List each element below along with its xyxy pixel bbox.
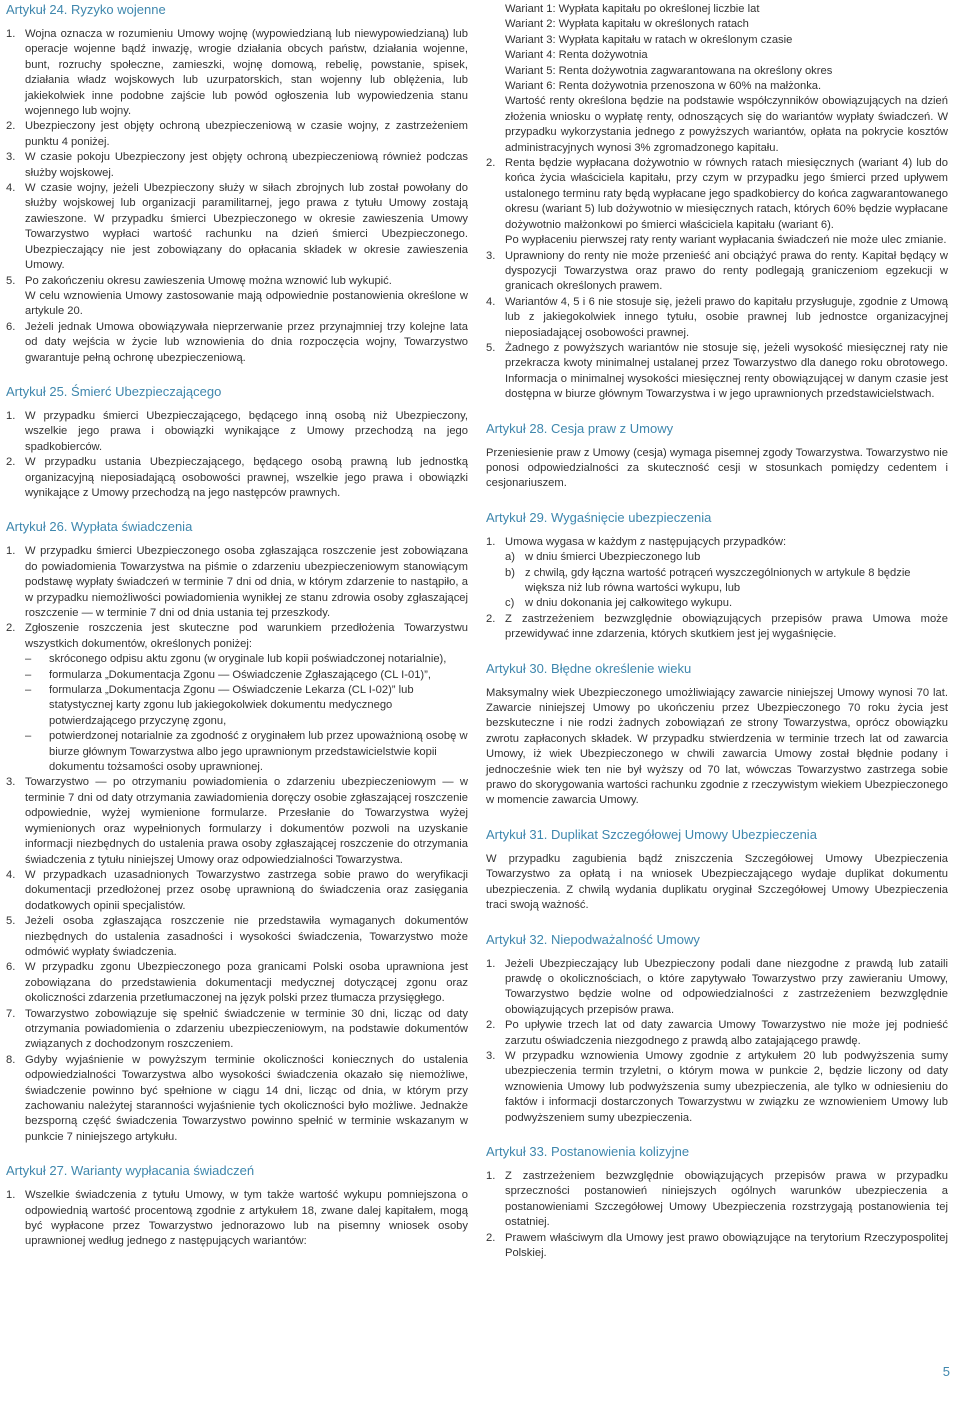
variant-line: Wariant 6: Renta dożywotnia przenoszona w 60% na małżonka. [505, 80, 822, 93]
sub-item [486, 550, 948, 565]
item-text: Towarzystwo — po otrzymaniu powiadomienia o zdarzeniu ubezpieczeniowym — w terminie 7 dni od daty otrzymania zawiadomienia doręczy osobie zgłaszającej roszczenie odpowiednie, wyżej wymienione formularze. Przesłanie do Towarzystwa wyżej wymienionych oraz wypełnionych formularzy i dokumentów pozwoli na uzyskanie informacji niezbędnych do ustalenia prawa osoby zgłaszającej roszczenie do otrzymania świadczenia z tytułu niniejszej Umowy oraz odpowiedzialności Towarzystwa. [25, 776, 468, 866]
sub-text: w dniu śmierci Ubezpieczonego lub [525, 551, 701, 564]
item-text: W przypadku śmierci Ubezpieczającego, będącego inną osobą niż Ubezpieczony, wszelkie jego prawa i obowiązki wynikające z Umowy przechodzą na jego spadkobierców. [25, 409, 468, 453]
article-text: Przeniesienie praw z Umowy (cesja) wymaga pisemnej zgody Towarzystwa. Towarzystwo nie ponosi odpowiedzialności za skuteczność cesji w stosunkach pomiędzy cedentem i cesjonariuszem. [486, 446, 948, 490]
article-28 [486, 421, 948, 492]
sub-item [486, 566, 948, 597]
variant-line: Wariant 2: Wypłata kapitału w określonych ratach [505, 18, 749, 31]
item-text: Towarzystwo zobowiązuje się spełnić świadczenie w terminie 30 dni, licząc od daty otrzymania powiadomienia o zdarzeniu ubezpieczeniowym, na podstawie dokumentów związanych z dochodzonym roszczeniem. [25, 1007, 468, 1051]
item-number: 1. [6, 409, 16, 422]
article-title: Artykuł 31. Duplikat Szczegółowej Umowy Ubezpieczenia [486, 826, 817, 842]
item-number: 4. [6, 868, 16, 881]
item-text: Jeżeli Ubezpieczający lub Ubezpieczony podali dane niezgodne z prawdą lub zataili prawdę o okolicznościach, o które zapytywało Towarzystwo przy zawieraniu Umowy, Towarzystwo będzie wolne od odpowiedzialności z zastrzeżeniem bezwzględnie obowiązujących przepisów prawa. [505, 957, 948, 1016]
article-title: Artykuł 33. Postanowienia kolizyjne [486, 1143, 690, 1159]
article-text: Maksymalny wiek Ubezpieczonego umożliwiający zawarcie niniejszej Umowy wynosi 70 lat. Zawarcie niniejszej Umowy po ukończeniu przez Ubezpieczonego 70 roku życia jest bezskuteczne i nie rodzi żadnych zobowiązań ze strony Towarzystwa, oprócz obowiązku zwrotu zapłaconych składek. W przypadku stwierdzenia w terminie trzech lat od zawarcia Umowy, iż wiek Ubezpieczonego w chwili zawarcia Umowy został błędnie podany i jednocześnie wiek ten nie był wyższy od 70 lat, wówczas Towarzystwo zastrzega sobie prawo do skorygowania wartości rachunku zgodnie z rzeczywistym wiekiem Ubezpieczonego w momencie zawarcia Umowy. [486, 686, 948, 807]
list-item [6, 409, 468, 455]
list-item [6, 960, 468, 1006]
list-item [6, 868, 468, 914]
variant-line: Wariant 5: Renta dożywotnia zagwarantowana na określony okres [505, 64, 833, 77]
right-column [486, 2, 948, 1279]
list-item [486, 612, 948, 643]
variant-line: Wariant 3: Wypłata kapitału w ratach w określonym czasie [505, 33, 793, 46]
sub-item [486, 596, 948, 611]
list-item [486, 957, 948, 1019]
article-title: Artykuł 32. Niepodważalność Umowy [486, 931, 700, 947]
list-item [486, 1018, 948, 1049]
item-number: 3. [6, 151, 16, 164]
item-text: Wszelkie świadczenia z tytułu Umowy, w tym także wartość wykupu pomniejszona o odpowiednią wartość procentową zgodnie z artykułem 18, zwane dalej kapitałem, mogą być wypłacone przez Towarzystwo jednorazowo lub na pisemny wniosek osoby uprawnionej według jednego z następujących wariantów: [25, 1189, 468, 1248]
list-item [486, 295, 948, 341]
item-number: 2. [486, 1231, 496, 1244]
dash-text: formularza „Dokumentacja Zgonu — Oświadczenie Lekarza (CL I-02)” lub statystycznej karty zgonu lub jakiegokolwiek dokumentu medycznego potwierdzającego przyczynę zgonu, [49, 684, 414, 727]
item-number: 1. [6, 28, 16, 40]
item-text: W przypadku śmierci Ubezpieczonego osoba zgłaszająca roszczenie jest zobowiązana do powiadomienia Towarzystwa na piśmie o zdarzeniu ubezpieczeniowym stanowiącym podstawę wypłaty świadczeń w terminie 7 dni od dnia, w którym zdarzenie to nastąpiło, a w przypadku niemożliwości powiadomienia wynikłej ze stanu zdrowia osoby zgłaszającej roszczenie — w terminie 7 dni od dnia ustania tej przeszkody. [25, 545, 468, 619]
item-text: Po upływie trzech lat od daty zawarcia Umowy Towarzystwo nie może jej podnieść zarzutu oświadczenia niezgodnego z prawdą albo zatajającego prawdę. [505, 1019, 948, 1047]
article-title: Artykuł 27. Warianty wypłacania świadczeń [6, 1163, 255, 1179]
list-item [6, 181, 468, 273]
list-item [6, 775, 468, 867]
article-title: Artykuł 26. Wypłata świadczenia [6, 519, 193, 535]
list-item [486, 249, 948, 295]
dash-item: – formularza „Dokumentacja Zgonu — Oświadczenie Zgłaszającego (CL I-01)”, [6, 668, 468, 683]
item-text: Jeżeli osoba zgłaszająca roszczenie nie przedstawiła wymaganych dokumentów niezbędnych do ustalenia zasadności i wysokości świadczenia, Towarzystwo może odmówić wypłaty świadczenia. [25, 915, 468, 958]
list-item [486, 1049, 948, 1126]
item-text: Umowa wygasa w każdym z następujących przypadków: [505, 535, 787, 548]
list-item [6, 455, 468, 501]
article-27-continued [486, 2, 948, 403]
item-number: 3. [486, 1049, 496, 1062]
item-text: Wariantów 4, 5 i 6 nie stosuje się, jeżeli prawo do kapitału przysługuje, zgodnie z Umową lub z jakiegokolwiek innego tytułu, osobie prawnej lub jednostce organizacyjnej nieposiadającej osobowości prawnej. [505, 295, 948, 339]
sub-text: z chwilą, gdy łączna wartość potrąceń wyszczególnionych w artykule 8 będzie większa niż lub równa wartości wykupu, lub [525, 566, 911, 594]
item-text: Z zastrzeżeniem bezwzględnie obowiązujących przepisów prawa Umowa może przewidywać inne zdarzenia, których skutkiem jest jej wygaśnięcie. [505, 612, 948, 641]
item-number: 2. [6, 456, 16, 469]
article-26 [6, 519, 468, 1145]
article-31 [486, 827, 948, 914]
article-30 [486, 661, 948, 809]
item-number: 3. [6, 776, 16, 789]
article-title: Artykuł 30. Błędne określenie wieku [486, 660, 692, 676]
item-number: 2. [6, 622, 16, 635]
dash-item: – skróconego odpisu aktu zgonu (w oryginale lub kopii poświadczonej notarialnie), [6, 652, 468, 667]
list-item [486, 1169, 948, 1231]
item-number: 1. [486, 957, 496, 970]
item-number: 2. [486, 612, 496, 625]
left-column [6, 2, 468, 1268]
list-item [6, 1053, 468, 1145]
article-title: Artykuł 28. Cesja praw z Umowy [486, 420, 674, 436]
list-item [6, 119, 468, 150]
list-item [6, 27, 468, 119]
dash-item: – potwierdzonej notarialnie za zgodność z oryginałem lub przez upoważnioną osobę w biurze głównym Towarzystwa albo jego uprawnionym przedstawicielstwie kopii dokumentu tożsamości osoby uprawnionej. [6, 729, 468, 775]
list-item [6, 274, 468, 289]
list-item [6, 1188, 468, 1250]
item-number: 5. [6, 274, 16, 287]
item-text: W przypadku wznowienia Umowy zgodnie z artykułem 20 lub podwyższenia sumy ubezpieczenia termin trzyletni, o którym mowa w punkcie 2, będzie liczony od daty wznowienia Umowy lub podwyższenia sumy ubezpieczenia, ale tylko w odniesieniu do faktów i informacji dostarczonych Towarzystwu w związku ze wznowieniem Umowy lub podwyższeniem sumy ubezpieczenia. [505, 1049, 948, 1124]
item-number: 3. [486, 249, 496, 262]
list-item [486, 535, 948, 550]
list-item [6, 621, 468, 652]
item-text: Prawem właściwym dla Umowy jest prawo obowiązujące na terytorium Rzeczypospolitej Polskiej. [505, 1231, 948, 1259]
article-text: W przypadku zagubienia bądź zniszczenia Szczegółowej Umowy Ubezpieczenia Towarzystwo za opłatą i na wniosek Ubezpieczającego wydaje duplikat dokumentu ubezpieczenia. Z chwilą wydania duplikatu oryginał Szczegółowej Umowy Ubezpieczenia traci swoją ważność. [486, 852, 948, 912]
sub-text: w dniu dokonania jej całkowitego wykupu. [525, 597, 733, 610]
article-title: Artykuł 24. Ryzyko wojenne [6, 2, 166, 17]
dash-text: formularza „Dokumentacja Zgonu — Oświadczenie Zgłaszającego (CL I-01)”, [49, 668, 431, 681]
item-text: Ubezpieczony jest objęty ochroną ubezpieczeniową w czasie wojny, z zastrzeżeniem punktu 4 poniżej. [25, 120, 468, 148]
item-number: 8. [6, 1053, 16, 1066]
item-text: Jeżeli jednak Umowa obowiązywała nieprzerwanie przez przynajmniej trzy kolejne lata od daty wejścia w życie lub wznowienia do dnia rozpoczęcia wojny, Towarzystwo gwarantuje pełną ochronę ubezpieczeniową. [25, 320, 468, 364]
item-text: Uprawniony do renty nie może przenieść ani obciążyć prawa do renty. Kapitał będący w dyspozycji Towarzystwa oraz prawo do renty podlegają graniczeniom egzekucji w granicach określonych prawem. [505, 249, 948, 293]
item-number: 1. [486, 535, 496, 548]
list-item [486, 341, 948, 403]
item-text: Wojna oznacza w rozumieniu Umowy wojnę (wypowiedzianą lub niewypowiedzianą) lub operacje wojenne bądź inwazję, wrogie działania obcych państw, działania wojenne, bunt, rozruchy społeczne, zamieszki, wojnę domową, rebelię, powstanie, spisek, działania władz wojskowych lub uzurpatorskich, stan wojenny lub oblężenia, lub jakiekolwiek inne podobne zajście lub powód ogłoszenia lub wypowiedzenia stanu wojennego lub wojny. [25, 28, 468, 118]
list-item [6, 320, 468, 366]
list-item [486, 1231, 948, 1262]
item-continuation: W celu wznowienia Umowy zastosowanie mają odpowiednie postanowienia określone w artykule 20. [25, 289, 468, 318]
dash-text: potwierdzonej notarialnie za zgodność z oryginałem lub przez upoważnioną osobę w biurze głównym Towarzystwa albo jego uprawnionym przedstawicielstwie kopii dokumentu tożsamości osoby uprawnionej. [49, 730, 468, 774]
dash-item: – formularza „Dokumentacja Zgonu — Oświadczenie Lekarza (CL I-02)” lub statystycznej karty zgonu lub jakiegokolwiek dokumentu medycznego potwierdzającego przyczynę zgonu, [6, 683, 468, 729]
item-number: 6. [6, 320, 16, 333]
article-33 [486, 1144, 948, 1261]
article-29 [486, 510, 948, 643]
item-number: 1. [6, 545, 16, 558]
list-item [6, 544, 468, 621]
item-number: 2. [6, 120, 16, 133]
item-number: 5. [6, 915, 16, 928]
item-number: 5. [486, 341, 496, 354]
sub-marker: a) [505, 551, 515, 564]
list-item [6, 1007, 468, 1053]
item-number: 1. [6, 1189, 16, 1202]
variant-line: Wariant 4: Renta dożywotnia [505, 49, 648, 62]
item-text: W przypadkach uzasadnionych Towarzystwo zastrzega sobie prawo do weryfikacji dokumentacji przedłożonej przez osobę uprawnioną do świadczenia oraz zasięgania dodatkowych opinii specjalistów. [25, 868, 468, 912]
item-number: 4. [6, 182, 16, 195]
list-item [6, 914, 468, 960]
article-title: Artykuł 29. Wygaśnięcie ubezpieczenia [486, 509, 712, 525]
article-27 [6, 1163, 468, 1250]
article-25 [6, 384, 468, 501]
item-number: 1. [486, 1169, 496, 1182]
item-number: 6. [6, 961, 16, 974]
list-item [6, 150, 468, 181]
article-title: Artykuł 25. Śmierć Ubezpieczającego [6, 383, 222, 399]
item-number: 2. [486, 157, 496, 170]
variants-note: Wartość renty określona będzie na podstawie współczynników obowiązujących na dzień złożenia wniosku o wypłatę renty, odnoszących się do wariantów wypłaty świadczeń. W przypadku wykorzystania jednego z powyższych wariantów, opłata na pokrycie kosztów administracyjnych wynosi 3% zgromadzonego kapitału. [505, 95, 948, 154]
item-text: Żadnego z powyższych wariantów nie stosuje się, jeżeli wysokość miesięcznej raty nie przekracza kwoty minimalnej ustalanej przez Towarzystwo dla danego roku obrotowego. Informacja o minimalnej wysokości miesięcznej renty obowiązującej w danym czasie jest dostępna w biurze głównym Towarzystwa i w jego uprawnionych przedstawicielstwach. [505, 341, 948, 401]
item-number: 4. [486, 295, 496, 308]
item-text: W czasie pokoju Ubezpieczony jest objęty ochroną ubezpieczeniową również podczas służby wojskowej. [25, 151, 468, 179]
item-text: Z zastrzeżeniem bezwzględnie obowiązujących przepisów prawa w przypadku sprzeczności postanowień niniejszych ogólnych warunków ubezpieczenia a postanowieniami Szczegółowej Umowy Ubezpieczenia rozstrzygają postanowienia tej ostatniej. [505, 1169, 948, 1229]
item-number: 7. [6, 1007, 16, 1020]
item-text: W przypadku zgonu Ubezpieczonego poza granicami Polski osoba uprawniona jest zobowiązana do przedstawienia dokumentacji medycznej dotyczącej zgonu oraz okoliczności zdarzenia przetłumaczonej na język polski przez tłumacza przysięgłego. [25, 961, 468, 1005]
item-text: W przypadku ustania Ubezpieczającego, będącego osobą prawną lub jednostką organizacyjną nieposiadającą osobowości prawnej, wszelkie jego prawa i obowiązki wynikające z Umowy przechodzą na jego następców prawnych. [25, 456, 468, 499]
sub-marker: b) [505, 566, 515, 579]
article-32 [486, 932, 948, 1126]
item-text: Po zakończeniu okresu zawieszenia Umowę można wznowić lub wykupić. [25, 274, 392, 287]
item-continuation: Po wypłaceniu pierwszej raty renty wariant wypłacania świadczeń nie może ulec zmianie. [505, 234, 947, 247]
variant-line: Wariant 1: Wypłata kapitału po określonej liczbie lat [505, 3, 760, 15]
item-text: Zgłoszenie roszczenia jest skuteczne pod warunkiem przedłożenia Towarzystwu wszystkich dokumentów, określonych poniżej: [25, 622, 468, 650]
article-24 [6, 2, 468, 366]
item-text: Renta będzie wypłacana dożywotnio w równych ratach miesięcznych (wariant 4) lub do końca życia właściciela kapitału, przy czym w przypadku jego śmierci przed upływem ustalonego terminu raty będą wypłacane jego spadkobiercy do końca zagwarantowanego okresu (wariant 5) lub dożywotnio w miesięcznych ratach, których 60% będzie wypłacane dożywotnio małżonkowi po śmierci właściciela kapitału (wariant 6). [505, 157, 948, 231]
page-number: 5 [942, 1363, 950, 1379]
list-item [486, 156, 948, 233]
dash-text: skróconego odpisu aktu zgonu (w oryginale lub kopii poświadczonej notarialnie), [49, 653, 447, 666]
sub-marker: c) [505, 597, 515, 610]
item-number: 2. [486, 1019, 496, 1032]
item-text: W czasie wojny, jeżeli Ubezpieczony służy w siłach zbrojnych lub został powołany do służby wojskowej lub organizacji paramilitarnej, jego prawa z tytułu Umowy zostają zawieszone. W przypadku śmierci Ubezpieczonego w okresie zawieszenia Umowy Towarzystwo wypłaci wartość rachunku na dzień śmierci Ubezpieczonego. Ubezpieczający nie jest zobowiązany do opłacania składek w okresie zawieszenia Umowy. [25, 182, 468, 272]
item-text: Gdyby wyjaśnienie w powyższym terminie okoliczności koniecznych do ustalenia odpowiedzialności Towarzystwa albo wysokości świadczenia okazało się niemożliwe, świadczenie powinno być spełnione w ciągu 14 dni, licząc od dnia, w którym przy zachowaniu należytej staranności wyjaśnienie tych okoliczności było możliwe. Jednakże bezsporną część świadczenia Towarzystwo powinno spełnić w terminie wskazanym w punkcie 7 niniejszego artykułu. [25, 1053, 468, 1143]
